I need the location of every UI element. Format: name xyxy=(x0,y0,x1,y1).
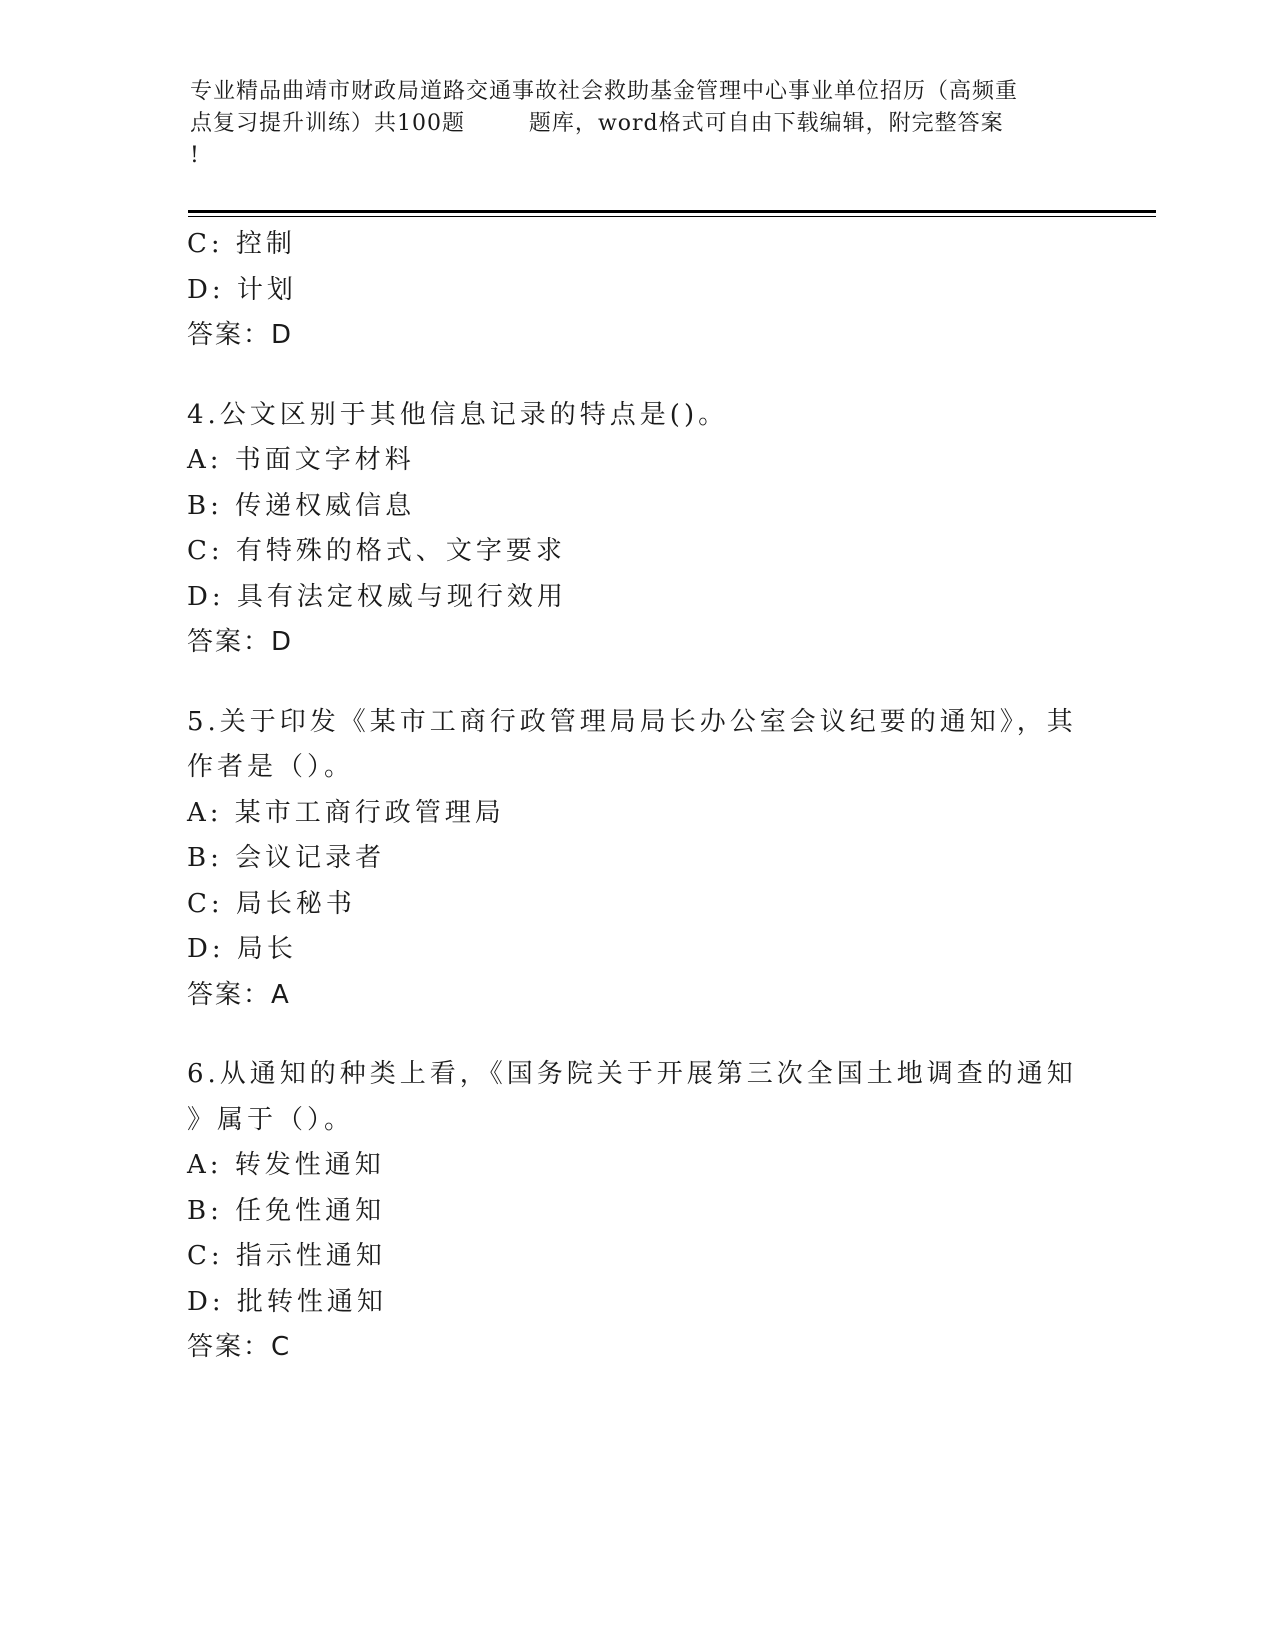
question-title-line-1: 6.从通知的种类上看，《国务院关于开展第三次全国土地调查的通知 xyxy=(187,1059,1077,1089)
option-c: C: 控制 xyxy=(187,229,296,259)
answer-line: 答案：C xyxy=(187,1332,292,1362)
answer-line: 答案：D xyxy=(187,320,294,350)
page-header xyxy=(190,76,1090,172)
option-c: C: 有特殊的格式、文字要求 xyxy=(187,536,566,566)
answer-line: 答案：D xyxy=(187,627,294,657)
option-d: D: 计划 xyxy=(187,274,297,305)
question-4 xyxy=(187,393,1087,666)
spacer xyxy=(187,1018,1087,1052)
question-title-line-1: 5.关于印发《某市工商行政管理局局长办公室会议纪要的通知》，其 xyxy=(187,706,1077,737)
option-d: D: 批转性通知 xyxy=(187,1286,387,1317)
option-b: B: 会议记录者 xyxy=(187,843,386,873)
question-title-line-2: 作者是（）。 xyxy=(187,752,355,782)
option-b: B: 任免性通知 xyxy=(187,1195,386,1226)
question-title: 4.公文区别于其他信息记录的特点是()。 xyxy=(187,399,729,430)
question-5 xyxy=(187,700,1087,1019)
question-list xyxy=(187,222,1087,1371)
option-c: C: 指示性通知 xyxy=(187,1241,386,1271)
question-title-line-2: 》属于（）。 xyxy=(187,1104,355,1135)
option-a: A: 某市工商行政管理局 xyxy=(187,797,505,828)
header-divider-thick xyxy=(188,210,1156,213)
header-divider-thin xyxy=(188,216,1156,217)
option-a: A: 书面文字材料 xyxy=(187,445,415,475)
option-d: D: 局长 xyxy=(187,934,297,964)
question-6 xyxy=(187,1052,1087,1371)
option-b: B: 传递权威信息 xyxy=(187,490,416,521)
option-c: C: 局长秘书 xyxy=(187,888,356,919)
spacer xyxy=(187,666,1087,700)
option-a: A: 转发性通知 xyxy=(187,1150,385,1180)
option-d: D: 具有法定权威与现行效用 xyxy=(187,581,567,612)
spacer xyxy=(187,359,1087,393)
answer-line: 答案：A xyxy=(187,979,291,1010)
header-line-2: 点复习提升训练）共100题 题库，word格式可自由下载编辑，附完整答案 xyxy=(190,111,1004,136)
header-line-1: 专业精品曲靖市财政局道路交通事故社会救助基金管理中心事业单位招历（高频重 xyxy=(190,79,1019,104)
header-line-3: ! xyxy=(190,143,200,168)
question-3 xyxy=(187,222,1087,359)
